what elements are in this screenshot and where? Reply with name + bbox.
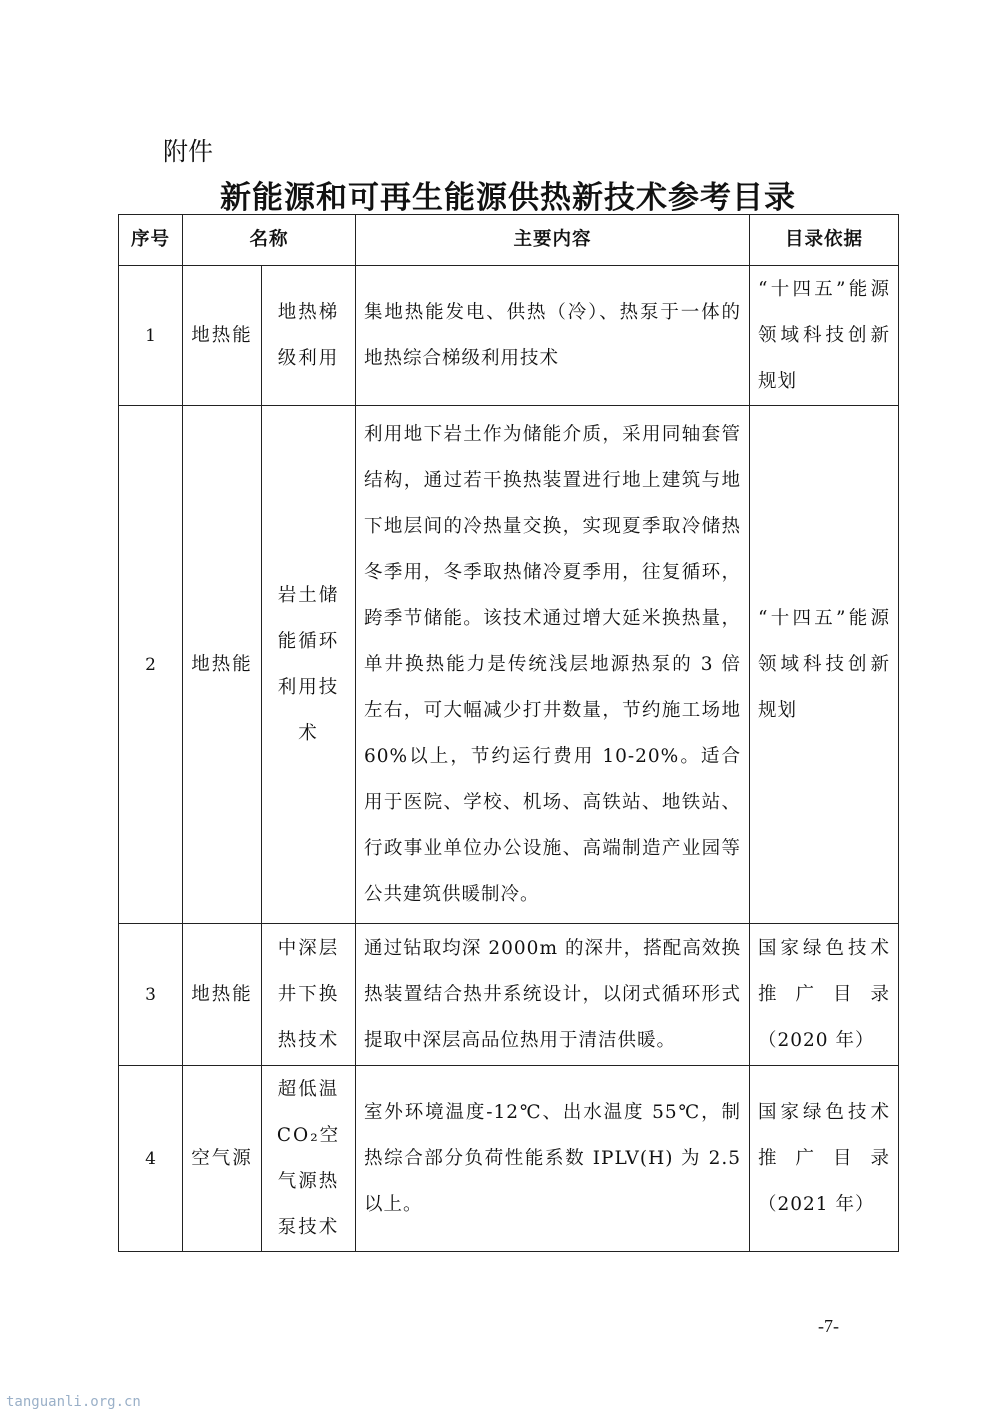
row-content: 集地热能发电、供热（冷）、热泵于一体的地热综合梯级利用技术: [356, 266, 750, 406]
row-name: 岩土储能循环利用技术: [262, 406, 356, 924]
row-index: 2: [119, 406, 183, 924]
watermark-text: tanguanli.org.cn: [6, 1394, 141, 1410]
row-category: 空气源: [183, 1066, 262, 1252]
row-index: 3: [119, 924, 183, 1066]
row-content: 室外环境温度-12℃、出水温度 55℃，制热综合部分负荷性能系数 IPLV(H) 为 2.5 以上。: [356, 1066, 750, 1252]
row-category: 地热能: [183, 406, 262, 924]
table-row: [119, 406, 899, 924]
row-basis: “十四五”能源领域科技创新规划: [750, 406, 899, 924]
attachment-label: 附件: [163, 137, 214, 166]
row-category: 地热能: [183, 924, 262, 1066]
column-header-index: 序号: [119, 215, 183, 266]
row-basis: 国家绿色技术推 广 目 录（2021 年）: [750, 1066, 899, 1252]
row-index: 1: [119, 266, 183, 406]
row-name: 中深层井下换热技术: [262, 924, 356, 1066]
row-index: 4: [119, 1066, 183, 1252]
row-content: 通过钻取均深 2000m 的深井，搭配高效换热装置结合热井系统设计，以闭式循环形式提取中深层高品位热用于清洁供暖。: [356, 924, 750, 1066]
row-name: 地热梯级利用: [262, 266, 356, 406]
column-header-content: 主要内容: [356, 215, 750, 266]
row-category: 地热能: [183, 266, 262, 406]
row-name: 超低温CO₂空气源热泵技术: [262, 1066, 356, 1252]
row-basis: “十四五”能源领域科技创新规划: [750, 266, 899, 406]
table-row: [119, 1066, 899, 1252]
technology-table: [118, 214, 899, 1252]
table-row: [119, 924, 899, 1066]
column-header-basis: 目录依据: [750, 215, 899, 266]
document-title: 新能源和可再生能源供热新技术参考目录: [220, 180, 796, 216]
table-row: [119, 266, 899, 406]
column-header-name: 名称: [183, 215, 356, 266]
row-basis: 国家绿色技术推 广 目 录（2020 年）: [750, 924, 899, 1066]
row-content: 利用地下岩土作为储能介质，采用同轴套管结构，通过若干换热装置进行地上建筑与地下地层间的冷热量交换，实现夏季取冷储热冬季用，冬季取热储冷夏季用，往复循环，跨季节储能。该技术通过增大延米换热量，单井换热能力是传统浅层地源热泵的 3 倍左右，可大幅减少打井数量，节约施工场地60%以上，节约运行费用 10-20%。适合用于医院、学校、机场、高铁站、地铁站、行政事业单位办公设施、高端制造产业园等公共建筑供暖制冷。: [356, 406, 750, 924]
page-number: -7-: [818, 1316, 839, 1336]
table-header-row: [119, 215, 899, 266]
